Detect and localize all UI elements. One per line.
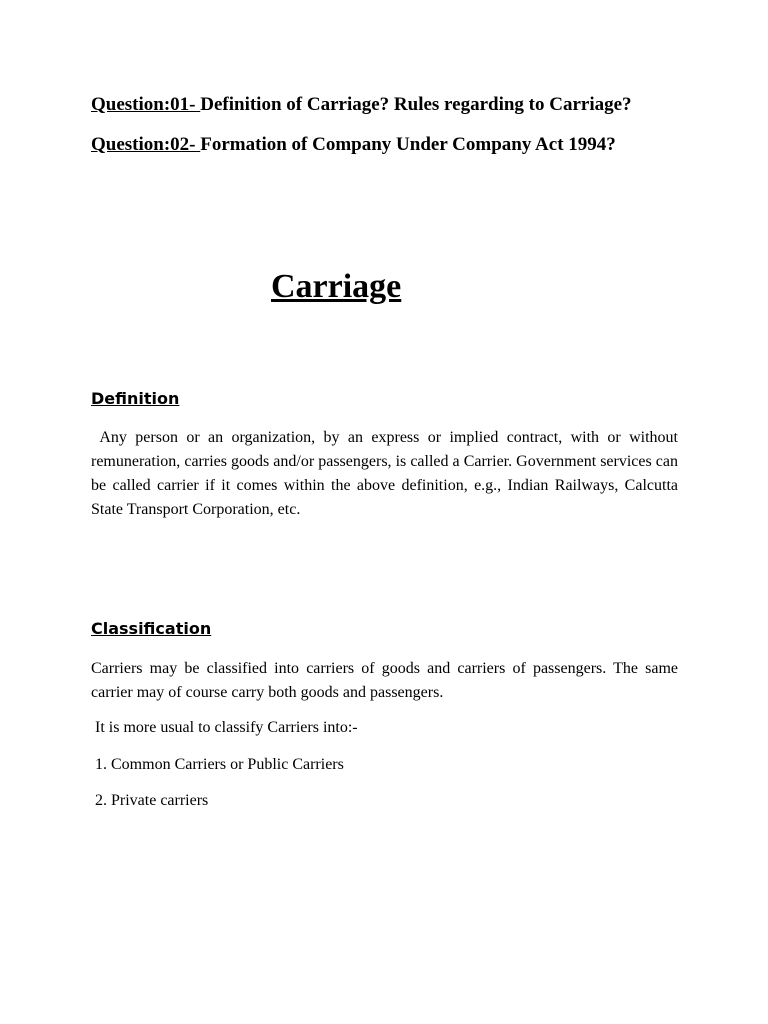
question-1 [91,94,632,116]
definition-paragraph: Any person or an organization, by an express or implied contract, with or without remuneration, carries goods and/or passengers, is called a Carrier. Government services can be called carrier if it comes within the above definition, e.g., Indian Railways, Calcutta State Transport Corporation, etc. [91,429,682,518]
list-item: 1. Common Carriers or Public Carriers [91,756,344,773]
list-item: 2. Private carriers [91,792,209,809]
classification-heading: Classification [91,619,212,638]
question-1-label: Question:01- [91,94,201,115]
classification-paragraph: Carriers may be classified into carriers of goods and carriers of passengers. The same carrier may of course carry both goods and passengers. [91,660,678,701]
page-title: Carriage [271,268,402,305]
question-2-text: Formation of Company Under Company Act 1994? [200,134,616,155]
question-1-text: Definition of Carriage? Rules regarding to Carriage? [200,94,632,115]
question-2-label: Question:02- [91,134,201,155]
definition-heading: Definition [91,389,180,408]
question-2 [91,134,616,156]
classification-intro: It is more usual to classify Carriers into:- [91,719,358,736]
